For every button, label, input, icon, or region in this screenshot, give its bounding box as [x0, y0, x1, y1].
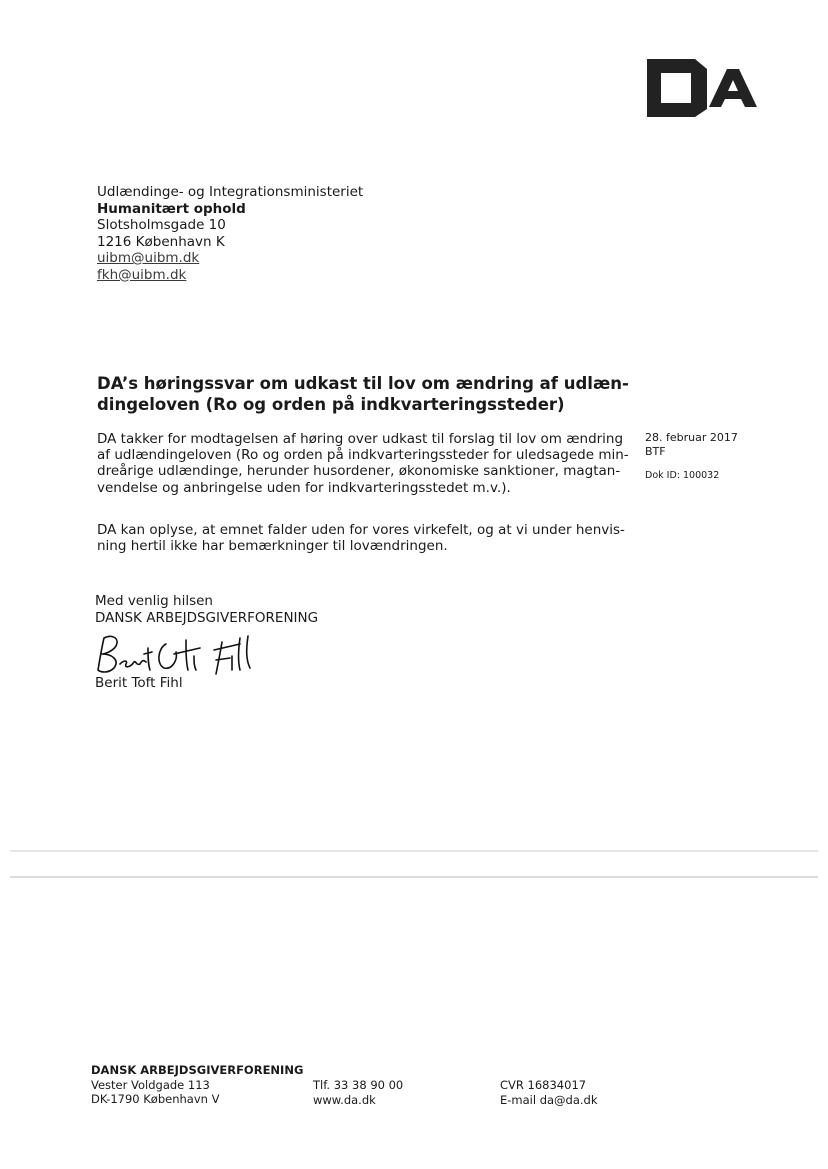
paragraph-line: af udlændingeloven (Ro og orden på indkvarteringssteder for uledsagede min- — [97, 447, 629, 464]
recipient-city: 1216 København K — [97, 233, 225, 250]
footer-street: Vester Voldgade 113 — [91, 1077, 210, 1092]
paragraph-line: vendelse og anbringelse uden for indkvarteringsstedet m.v.). — [97, 479, 511, 496]
recipient-email-link-1[interactable]: uibm@uibm.dk — [97, 250, 200, 266]
closing-organization: DANSK ARBEJDSGIVERFORENING — [95, 609, 319, 626]
paragraph-line: DA takker for modtagelsen af høring over udkast til forslag til lov om ændring — [97, 431, 624, 447]
paragraph-line: dreårige udlændinge, herunder husordener, økonomiske sanktioner, magtan- — [97, 463, 621, 480]
letter-initials: BTF — [645, 445, 666, 458]
closing-greeting: Med venlig hilsen — [95, 593, 213, 609]
da-logo — [647, 55, 757, 117]
recipient-email-link-2[interactable]: fkh@uibm.dk — [97, 266, 187, 283]
footer-registration — [500, 1078, 598, 1107]
paragraph-line: DA kan oplyse, at emnet falder uden for vores virkefelt, og at vi under henvis- — [97, 522, 625, 538]
signature-icon — [90, 630, 260, 678]
footer-cvr: CVR 16834017 — [500, 1078, 587, 1092]
signatory-name: Berit Toft Fihl — [95, 675, 183, 691]
footer-city: DK-1790 København V — [91, 1092, 220, 1106]
body-paragraph-1 — [97, 431, 629, 496]
letter-heading — [97, 373, 657, 415]
footer-address — [91, 1063, 303, 1107]
scan-divider — [10, 876, 818, 878]
closing-block — [95, 593, 318, 626]
footer-website-link[interactable]: www.da.dk — [313, 1092, 376, 1107]
footer-phone: Tlf. 33 38 90 00 — [313, 1078, 404, 1092]
da-logo-icon — [647, 55, 757, 117]
recipient-ministry: Udlændinge- og Integrationsministeriet — [97, 184, 364, 200]
letter-date: 28. februar 2017 — [645, 431, 738, 444]
handwritten-signature — [90, 630, 260, 678]
footer-organization: DANSK ARBEJDSGIVERFORENING — [91, 1063, 304, 1077]
heading-line-2: dingeloven (Ro og orden på indkvarteringssteder) — [97, 395, 565, 414]
heading-line-1: DA’s høringssvar om udkast til lov om ændring af udlæn- — [97, 374, 629, 393]
paragraph-line: ning hertil ikke har bemærkninger til lovændringen. — [97, 538, 448, 555]
body-paragraph-2 — [97, 522, 625, 554]
document-id: Dok ID: 100032 — [645, 470, 720, 481]
footer-email-link[interactable]: E-mail da@da.dk — [500, 1092, 598, 1107]
recipient-department: Humanitært ophold — [97, 200, 246, 217]
recipient-street: Slotsholmsgade 10 — [97, 217, 226, 233]
footer-contact — [313, 1078, 403, 1107]
recipient-address — [97, 184, 363, 283]
scan-divider — [10, 850, 818, 852]
letter-meta — [645, 431, 738, 483]
